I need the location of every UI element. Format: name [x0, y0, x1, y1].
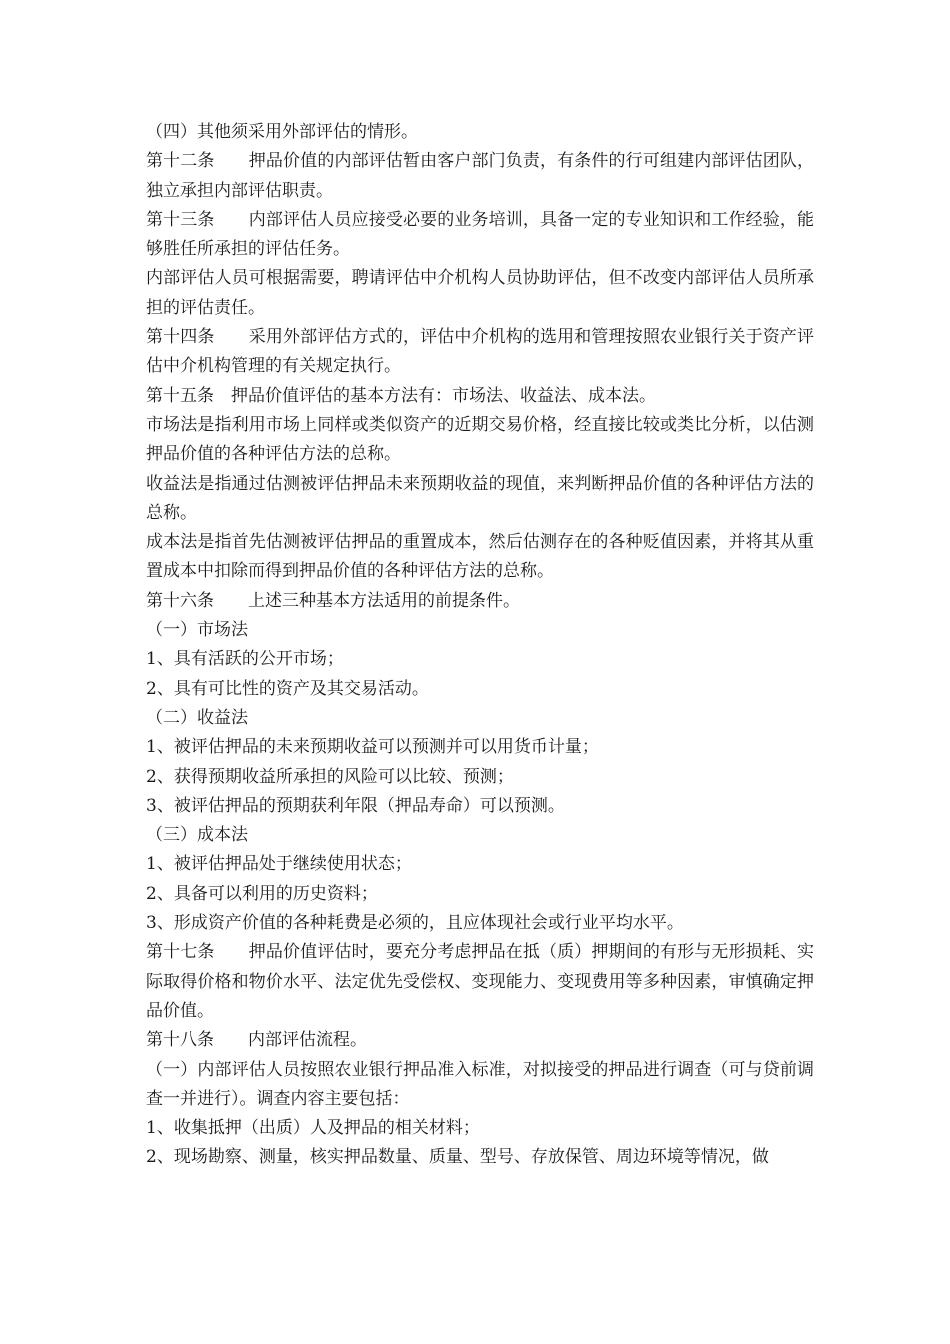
article-13-subparagraph: 内部评估人员可根据需要，聘请评估中介机构人员协助评估，但不改变内部评估人员所承担的评估责任。 [146, 268, 814, 318]
article-15-paragraph: 第十五条 押品价值评估的基本方法有：市场法、收益法、成本法。 [146, 385, 656, 406]
list-item: 2、现场勘察、测量，核实押品数量、质量、型号、存放保管、周边环境等情况，做 [146, 1147, 769, 1168]
list-item: 1、被评估押品处于继续使用状态； [146, 854, 412, 875]
paragraph-item-4: （四）其他须采用外部评估的情形。 [146, 122, 418, 142]
list-item: 2、具有可比性的资产及其交易活动。 [146, 678, 429, 699]
list-item: 1、具有活跃的公开市场； [146, 649, 344, 670]
article-17-paragraph: 第十七条 押品价值评估时，要充分考虑押品在抵（质）押期间的有形与无形损耗、实际取得价格和物价水平、法定优先受偿权、变现能力、变现费用等多种因素，审慎确定押品价值。 [146, 942, 814, 1021]
list-item: 2、获得预期收益所承担的风险可以比较、预测； [146, 766, 514, 787]
article-13-paragraph: 第十三条 内部评估人员应接受必要的业务培训，具备一定的专业知识和工作经验，能够胜任所承担的评估任务。 [146, 209, 814, 260]
document-body [146, 118, 814, 1173]
article-12-paragraph: 第十二条 押品价值的内部评估暂由客户部门负责，有条件的行可组建内部评估团队，独立承担内部评估职责。 [146, 151, 814, 201]
market-method-definition: 市场法是指利用市场上同样或类似资产的近期交易价格，经直接比较或类比分析，以估测押品价值的各种评估方法的总称。 [146, 414, 814, 465]
section-market-method: （一）市场法 [146, 620, 248, 641]
section-cost-method: （三）成本法 [146, 825, 248, 846]
list-item: 3、形成资产价值的各种耗费是必须的，且应体现社会或行业平均水平。 [146, 913, 684, 934]
section-income-method: （二）收益法 [146, 707, 248, 728]
cost-method-definition: 成本法是指首先估测被评估押品的重置成本，然后估测存在的各种贬值因素，并将其从重置成本中扣除而得到押品价值的各种评估方法的总称。 [146, 532, 814, 582]
list-item: 1、收集抵押（出质）人及押品的相关材料； [146, 1118, 480, 1139]
list-item: 3、被评估押品的预期获利年限（押品寿命）可以预测。 [146, 795, 565, 816]
list-item: 1、被评估押品的未来预期收益可以预测并可以用货币计量； [146, 737, 599, 758]
article-16-paragraph: 第十六条 上述三种基本方法适用的前提条件。 [146, 590, 520, 611]
article-18-item-1: （一）内部评估人员按照农业银行押品准入标准，对拟接受的押品进行调查（可与贷前调查一并进行）。调查内容主要包括： [146, 1059, 814, 1109]
article-14-paragraph: 第十四条 采用外部评估方式的，评估中介机构的选用和管理按照农业银行关于资产评估中介机构管理的有关规定执行。 [146, 327, 814, 377]
income-method-definition: 收益法是指通过估测被评估押品未来预期收益的现值，来判断押品价值的各种评估方法的总称。 [146, 473, 814, 523]
article-18-paragraph: 第十八条 内部评估流程。 [146, 1030, 367, 1051]
list-item: 2、具备可以利用的历史资料； [146, 883, 378, 904]
